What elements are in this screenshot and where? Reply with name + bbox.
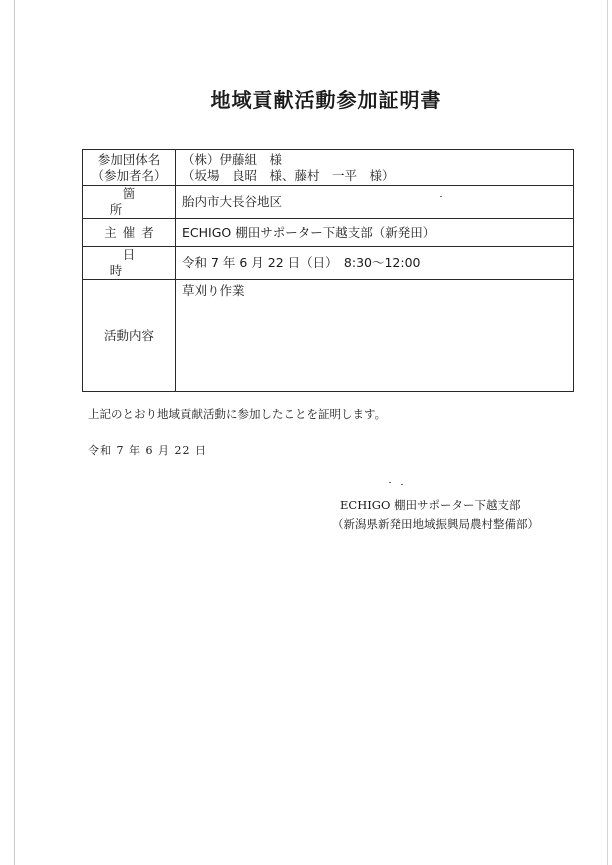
issuer-department: （新潟県新発田地域振興局農村整備部） <box>332 517 539 531</box>
organizer-label-cell <box>83 219 176 247</box>
activity-label: 活動内容 <box>83 280 176 392</box>
table-row-organizer <box>83 219 574 247</box>
place-label-cell <box>83 186 176 219</box>
datetime-label-cell <box>83 247 176 280</box>
datetime-value: 令和 7 年 6 月 22 日（日） 8:30～12:00 <box>176 247 574 280</box>
scan-speck <box>389 482 391 483</box>
issuer-name: ECHIGO 棚田サポーター下越支部 <box>340 498 521 512</box>
table-row-group <box>83 150 574 186</box>
table-row-place <box>83 186 574 219</box>
organizer-value: ECHIGO 棚田サポーター下越支部（新発田） <box>176 219 574 247</box>
certification-statement: 上記のとおり地域貢献活動に参加したことを証明します。 <box>88 407 387 421</box>
table-row-datetime <box>83 247 574 280</box>
issue-date: 令和 7 年 6 月 22 日 <box>88 444 207 457</box>
organizer-label: 主催者 <box>104 224 160 240</box>
group-label-line-1: 参加団体名 <box>97 151 161 167</box>
certificate-table <box>82 149 574 392</box>
group-label-line-2: （参加者名） <box>91 167 167 183</box>
scan-edge-left <box>14 0 15 865</box>
group-value-cell <box>176 150 574 186</box>
group-value-line-1: （株）伊藤組 様 <box>182 151 283 167</box>
activity-value: 草刈り作業 <box>176 280 574 392</box>
scan-speck <box>401 484 403 485</box>
document-title: 地域貢献活動参加証明書 <box>210 88 442 112</box>
place-value: 胎内市大長谷地区 <box>176 186 574 219</box>
place-label: 箇所 <box>109 186 162 217</box>
datetime-label: 日時 <box>109 247 162 278</box>
group-label-cell <box>83 150 176 186</box>
scan-edge-right <box>607 0 608 865</box>
scan-speck <box>440 196 442 197</box>
group-value-line-2: （坂場 良昭 様、藤村 一平 様） <box>182 167 395 183</box>
table-row-activity <box>83 280 574 392</box>
